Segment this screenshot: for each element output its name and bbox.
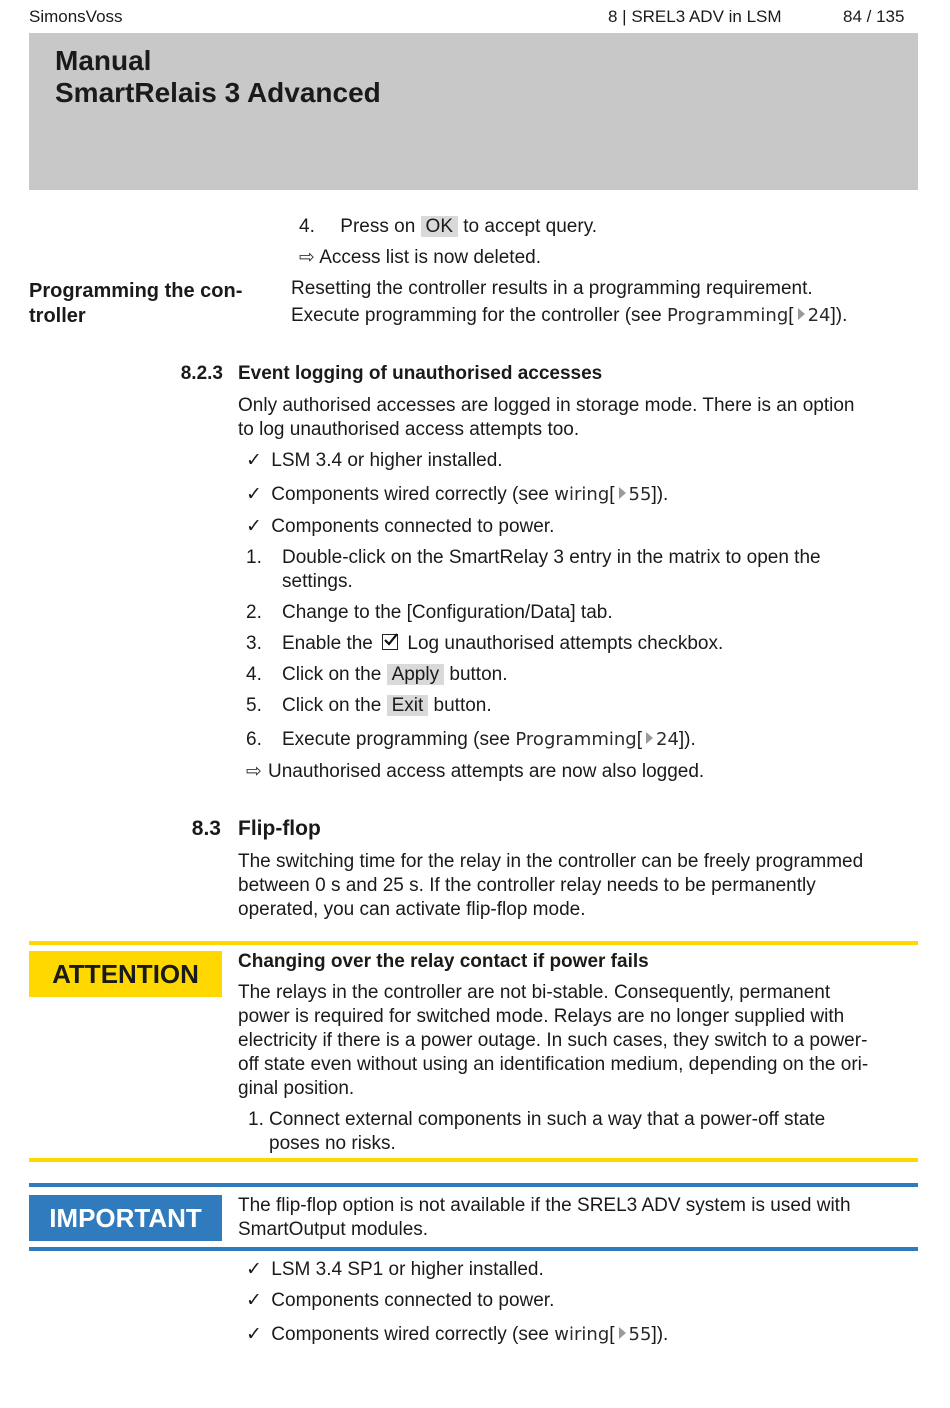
step-text: Press on: [340, 216, 416, 237]
prerequisite-text: LSM 3.4 or higher installed.: [271, 450, 503, 471]
page-ref-number[interactable]: 24: [656, 729, 679, 750]
page-ref-number[interactable]: 55: [628, 484, 652, 505]
step-text: settings.: [282, 571, 353, 592]
important-bottom-rule: [29, 1247, 918, 1251]
paragraph-line: The switching time for the relay in the controller can be freely programmed: [238, 851, 864, 872]
page-ref-number[interactable]: 55: [628, 1324, 652, 1345]
step-item: [299, 215, 597, 239]
step-text: poses no risks.: [269, 1133, 396, 1154]
section-number: 8.3: [191, 817, 221, 840]
chapter-title: 8 | SREL3 ADV in LSM: [608, 7, 782, 26]
important-label: IMPORTANT: [49, 1203, 202, 1233]
ok-button: OK: [421, 216, 458, 237]
step-text: Enable the: [282, 633, 373, 654]
ref-bracket: [: [788, 305, 794, 326]
intro-line: Only authorised accesses are logged in storage mode. There is an option: [238, 395, 855, 416]
step-text: to accept query.: [463, 216, 598, 237]
section-paragraph: [238, 850, 863, 922]
page-ref-arrow-icon: [619, 1327, 626, 1339]
result-text: Unauthorised access attempts are now also logged.: [268, 761, 705, 782]
step-number: 5.: [246, 695, 262, 716]
step-number: 4.: [299, 216, 315, 237]
attention-label: ATTENTION: [52, 959, 199, 989]
document-title-line1: Manual: [55, 45, 152, 76]
attention-label-box: [29, 951, 222, 997]
result-item: [246, 760, 704, 784]
programming-link[interactable]: Programming: [515, 729, 637, 750]
important-top-rule: [29, 1183, 918, 1187]
attention-title: Changing over the relay contact if power fails: [238, 951, 649, 972]
result-arrow-icon: ⇨: [246, 761, 262, 782]
section-intro: [238, 394, 854, 442]
page-ref-arrow-icon: [646, 732, 653, 744]
prerequisite-item: [246, 449, 503, 473]
paragraph-line: The relays in the controller are not bi-stable. Consequently, permanent: [238, 982, 831, 1003]
ref-bracket: [: [609, 1324, 615, 1345]
ref-bracket: ]).: [830, 305, 848, 326]
prerequisite-item: [246, 515, 554, 539]
paragraph-line: electricity if there is a power outage. In such cases, they switch to a power-: [238, 1030, 868, 1051]
paragraph-line: power is required for switched mode. Relays are no longer supplied with: [238, 1006, 845, 1027]
step-item: [246, 663, 507, 687]
paragraph-text: Execute programming for the controller (see: [291, 305, 662, 326]
checkmark-icon: ✓: [246, 1259, 262, 1280]
document-title: [55, 45, 381, 109]
step-text: Log unauthorised attempts checkbox.: [407, 633, 724, 654]
ref-bracket: ]).: [678, 729, 696, 750]
step-text: button.: [433, 695, 492, 716]
result-item: [299, 246, 541, 270]
checkmark-icon: ✓: [246, 1290, 262, 1311]
side-heading-line: Programming the con-: [29, 280, 243, 302]
result-arrow-icon: ⇨: [299, 247, 315, 268]
prerequisite-text: Components wired correctly (see: [271, 484, 549, 505]
attention-step: [238, 1108, 868, 1156]
checkmark-icon: ✓: [246, 516, 262, 537]
step-item: [246, 728, 696, 752]
apply-button: Apply: [387, 664, 445, 685]
paragraph-line: ginal position.: [238, 1078, 355, 1099]
attention-paragraph: [238, 981, 868, 1101]
result-text: Access list is now deleted.: [319, 247, 541, 268]
step-text: Double-click on the SmartRelay 3 entry in the matrix to open the: [282, 547, 821, 568]
prerequisite-item: [246, 1323, 668, 1347]
prerequisite-text: LSM 3.4 SP1 or higher installed.: [271, 1259, 544, 1280]
ref-bracket: [: [636, 729, 642, 750]
ref-bracket: [: [609, 484, 615, 505]
paragraph-line: SmartOutput modules.: [238, 1219, 429, 1240]
ref-bracket: ]).: [651, 484, 669, 505]
side-heading-line: troller: [29, 305, 86, 327]
step-text: Click on the: [282, 695, 382, 716]
step-text: Execute programming (see: [282, 729, 511, 750]
page-ref-arrow-icon: [798, 308, 805, 320]
important-label-box: [29, 1195, 222, 1241]
checkmark-icon: ✓: [246, 484, 262, 505]
wiring-link[interactable]: wiring: [554, 484, 610, 505]
step-text: Connect external components in such a way that a power-off state: [269, 1109, 826, 1130]
step-item: [246, 694, 492, 718]
programming-paragraph: [291, 277, 847, 328]
page-number: 84 / 135: [843, 7, 905, 26]
document-title-line2: SmartRelais 3 Advanced: [55, 77, 381, 108]
prerequisite-text: Components connected to power.: [271, 516, 555, 537]
step-number: 1.: [248, 1109, 264, 1130]
step-text: button.: [449, 664, 508, 685]
prerequisite-item: [246, 1289, 554, 1313]
paragraph-line: The flip-flop option is not available if the SREL3 ADV system is used with: [238, 1195, 851, 1216]
step-item: [246, 546, 821, 594]
step-item: [246, 632, 723, 656]
side-heading-programming: [29, 279, 274, 329]
paragraph-line: off state even without using an identification medium, depending on the ori-: [238, 1054, 869, 1075]
programming-link[interactable]: Programming: [666, 305, 789, 326]
step-number: 3.: [246, 633, 262, 654]
paragraph-line: Resetting the controller results in a programming requirement.: [291, 278, 813, 299]
attention-content: [238, 950, 868, 1156]
step-number: 1.: [246, 547, 262, 568]
prerequisite-text: Components connected to power.: [271, 1290, 555, 1311]
section-title: Flip-flop: [238, 817, 321, 840]
prerequisite-text: Components wired correctly (see: [271, 1324, 549, 1345]
brand-name: SimonsVoss: [29, 7, 123, 26]
attention-bottom-rule: [29, 1158, 918, 1162]
section-title: Event logging of unauthorised accesses: [238, 363, 603, 384]
ref-bracket: ]).: [651, 1324, 669, 1345]
step-text: Click on the: [282, 664, 382, 685]
exit-button: Exit: [387, 695, 429, 716]
checkmark-icon: ✓: [246, 450, 262, 471]
step-number: 4.: [246, 664, 262, 685]
page-ref-number[interactable]: 24: [807, 305, 831, 326]
step-text: Change to the [Configuration/Data] tab.: [282, 602, 613, 623]
checked-checkbox-icon: [382, 634, 398, 650]
step-number: 6.: [246, 729, 262, 750]
wiring-link[interactable]: wiring: [554, 1324, 610, 1345]
prerequisite-item: [246, 1258, 544, 1282]
paragraph-line: operated, you can activate flip-flop mode.: [238, 899, 586, 920]
step-number: 2.: [246, 602, 262, 623]
page-ref-arrow-icon: [619, 487, 626, 499]
attention-top-rule: [29, 941, 918, 945]
intro-line: to log unauthorised access attempts too.: [238, 419, 580, 440]
step-item: [246, 601, 613, 625]
paragraph-line: [291, 304, 847, 328]
paragraph-line: between 0 s and 25 s. If the controller relay needs to be permanently: [238, 875, 816, 896]
prerequisite-item: [246, 483, 668, 507]
important-content: [238, 1194, 851, 1242]
checkmark-icon: ✓: [246, 1324, 262, 1345]
section-number: 8.2.3: [180, 363, 223, 384]
